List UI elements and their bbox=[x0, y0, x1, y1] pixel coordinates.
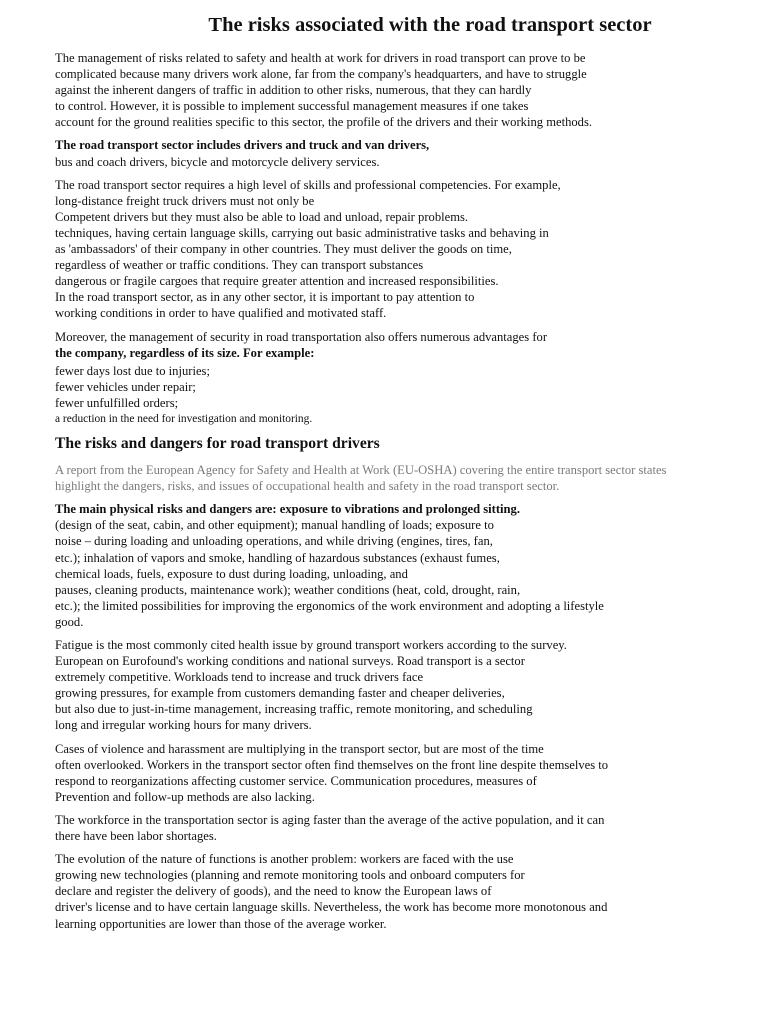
evolution-line: The evolution of the nature of functions is another problem: workers are faced with the use bbox=[55, 852, 514, 867]
workforce-line: there have been labor shortages. bbox=[55, 829, 217, 844]
intro-paragraph bbox=[55, 50, 735, 130]
physical-risks-paragraph bbox=[55, 501, 735, 630]
intro-line: to control. However, it is possible to implement successful management measures if one takes bbox=[55, 99, 529, 114]
violence-line: often overlooked. Workers in the transport sector often find themselves on the front line despite themselves to bbox=[55, 757, 609, 772]
skills-line: regardless of weather or traffic conditions. They can transport substances bbox=[55, 258, 424, 273]
intro-line: against the inherent dangers of traffic in addition to other risks, numerous, that they can hardly bbox=[55, 83, 532, 98]
skills-paragraph bbox=[55, 177, 735, 322]
skills-line: techniques, having certain language skills, carrying out basic administrative tasks and behaving in bbox=[55, 225, 549, 240]
advantages-paragraph bbox=[55, 329, 735, 361]
skills-line: as 'ambassadors' of their company in other countries. They must deliver the goods on time, bbox=[55, 242, 512, 257]
intro-line: account for the ground realities specific to this sector, the profile of the drivers and their working methods. bbox=[55, 115, 593, 130]
physical-line: noise – during loading and unloading operations, and while driving (engines, tires, fan, bbox=[55, 534, 493, 549]
evolution-paragraph bbox=[55, 851, 735, 931]
fatigue-line: Fatigue is the most commonly cited health issue by ground transport workers according to the survey. bbox=[55, 638, 567, 652]
section-heading: The risks and dangers for road transport drivers bbox=[55, 435, 380, 453]
report-paragraph bbox=[55, 462, 735, 494]
violence-line: Cases of violence and harassment are multiplying in the transport sector, but are most of the time bbox=[55, 741, 544, 756]
fatigue-line: long and irregular working hours for many drivers. bbox=[55, 718, 312, 733]
intro-line: complicated because many drivers work alone, far from the company's headquarters, and have to struggle bbox=[55, 67, 587, 82]
report-line: highlight the dangers, risks, and issues of occupational health and safety in the road transport sector. bbox=[55, 479, 560, 494]
skills-line: In the road transport sector, as in any other sector, it is important to pay attention to bbox=[55, 290, 475, 305]
skills-line: dangerous or fragile cargoes that require greater attention and increased responsibilities. bbox=[55, 274, 499, 289]
skills-line: long-distance freight truck drivers must not only be bbox=[55, 193, 315, 208]
advantages-list bbox=[55, 363, 735, 427]
intro-line: The management of risks related to safety and health at work for drivers in road transport can prove to be bbox=[55, 51, 586, 65]
evolution-line: driver's license and to have certain language skills. Nevertheless, the work has become more monotonous and bbox=[55, 900, 608, 915]
report-line: A report from the European Agency for Safety and Health at Work (EU-OSHA) covering the entire transport sector states bbox=[55, 463, 667, 478]
sector-paragraph bbox=[55, 137, 735, 169]
fatigue-paragraph bbox=[55, 637, 735, 734]
sector-bold-line: The road transport sector includes drivers and truck and van drivers, bbox=[55, 138, 430, 153]
skills-line: Competent drivers but they must also be able to load and unload, repair problems. bbox=[55, 209, 469, 224]
fatigue-line: extremely competitive. Workloads tend to increase and truck drivers face bbox=[55, 670, 424, 685]
physical-line: pauses, cleaning products, maintenance work); weather conditions (heat, cold, drought, rain, bbox=[55, 582, 521, 597]
workforce-paragraph bbox=[55, 812, 735, 844]
fatigue-line: European on Eurofound's working conditions and national surveys. Road transport is a sector bbox=[55, 654, 525, 669]
physical-bold-line: The main physical risks and dangers are: exposure to vibrations and prolonged sitting. bbox=[55, 502, 520, 517]
physical-line: etc.); inhalation of vapors and smoke, handling of hazardous substances (exhaust fumes, bbox=[55, 550, 500, 565]
advantages-line: Moreover, the management of security in road transportation also offers numerous advantages for bbox=[55, 329, 548, 344]
physical-line: good. bbox=[55, 614, 84, 629]
skills-line: The road transport sector requires a high level of skills and professional competencies. For example, bbox=[55, 177, 561, 192]
fatigue-line: but also due to just-in-time management, increasing traffic, remote monitoring, and scheduling bbox=[55, 702, 533, 717]
list-item: fewer unfulfilled orders; bbox=[55, 395, 179, 410]
violence-line: respond to reorganizations affecting customer service. Communication procedures, measures of bbox=[55, 773, 537, 788]
violence-line: Prevention and follow-up methods are also lacking. bbox=[55, 789, 315, 804]
violence-paragraph bbox=[55, 741, 735, 805]
list-item: fewer vehicles under repair; bbox=[55, 379, 196, 394]
sector-line: bus and coach drivers, bicycle and motorcycle delivery services. bbox=[55, 154, 380, 169]
evolution-line: declare and register the delivery of goods), and the need to know the European laws of bbox=[55, 884, 492, 899]
page-title: The risks associated with the road transport sector bbox=[208, 14, 652, 36]
advantages-bold-line: the company, regardless of its size. For example: bbox=[55, 345, 315, 360]
physical-line: etc.); the limited possibilities for improving the ergonomics of the work environment and adopting a lifestyle bbox=[55, 598, 604, 613]
skills-line: working conditions in order to have qualified and motivated staff. bbox=[55, 306, 387, 321]
list-item: a reduction in the need for investigation and monitoring. bbox=[55, 412, 313, 425]
evolution-line: learning opportunities are lower than those of the average worker. bbox=[55, 916, 387, 931]
document-page bbox=[55, 14, 735, 939]
fatigue-line: growing pressures, for example from customers demanding faster and cheaper deliveries, bbox=[55, 686, 505, 701]
physical-line: chemical loads, fuels, exposure to dust during loading, unloading, and bbox=[55, 566, 408, 581]
list-item: fewer days lost due to injuries; bbox=[55, 363, 210, 378]
workforce-line: The workforce in the transportation sector is aging faster than the average of the active population, and it can bbox=[55, 812, 605, 827]
evolution-line: growing new technologies (planning and remote monitoring tools and onboard computers for bbox=[55, 868, 525, 883]
physical-line: (design of the seat, cabin, and other equipment); manual handling of loads; exposure to bbox=[55, 518, 494, 533]
